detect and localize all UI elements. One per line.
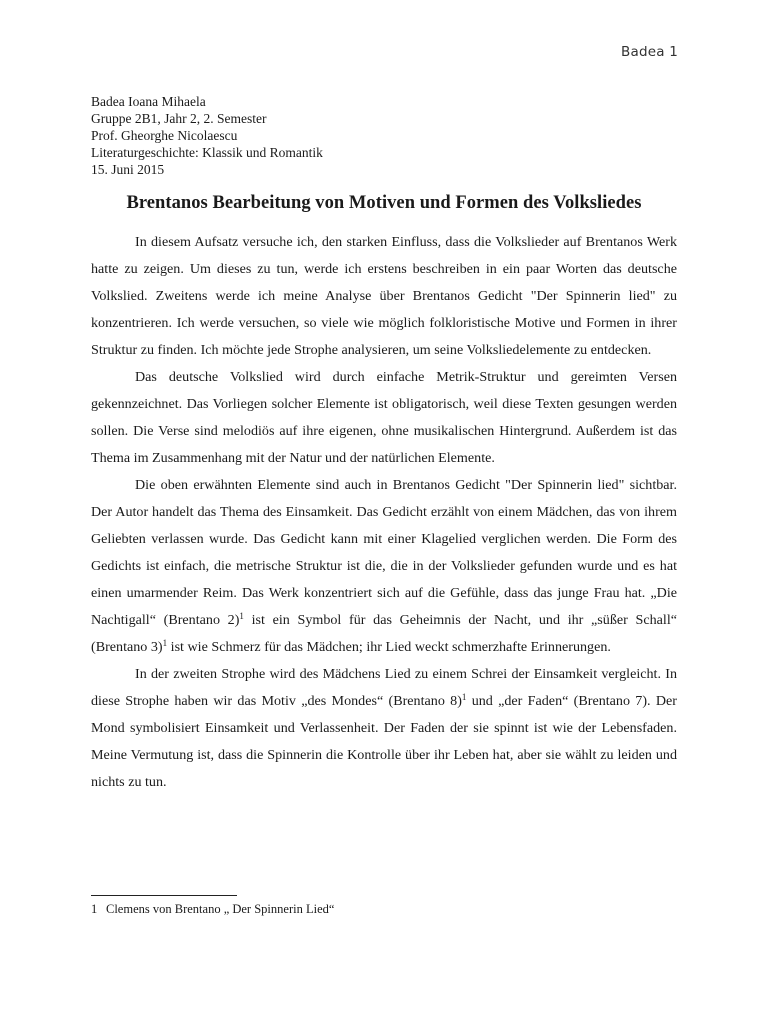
document-title: Brentanos Bearbeitung von Motiven und Formen des Volksliedes — [126, 193, 642, 213]
footnote — [91, 902, 334, 917]
paragraph-4 — [91, 661, 677, 796]
footnote-reference: 1 — [239, 611, 244, 621]
footnote-reference: 1 — [461, 692, 467, 702]
author-name: Badea Ioana Mihaela — [91, 94, 206, 109]
paragraph-2: Das deutsche Volkslied wird durch einfache Metrik-Struktur und gereimten Versen gekennzeichnet. Das Vorliegen solcher Elemente ist obligatorisch, weil diese Texten gesungen werden sollen. Die Verse sind melodiös auf ihre eigenen, ohne musikalischen Hintergrund. Außerdem ist das Thema im Zusammenhang mit der Natur und der natürlichen Elemente. — [91, 369, 677, 466]
footnote-text: Clemens von Brentano „ Der Spinnerin Lied“ — [106, 902, 335, 916]
paragraph-3-text-c: ist wie Schmerz für das Mädchen; ihr Lied weckt schmerzhafte Erinnerungen. — [167, 639, 611, 655]
footnote-reference: 1 — [162, 638, 168, 648]
professor-name: Prof. Gheorghe Nicolaescu — [91, 128, 238, 143]
footnote-number: 1 — [91, 902, 98, 916]
submission-date: 15. Juni 2015 — [91, 162, 165, 177]
paragraph-3 — [91, 472, 677, 661]
body-text — [91, 229, 677, 796]
author-info-block — [91, 93, 323, 178]
paragraph-4-text-b: und „der Faden“ (Brentano 7). Der Mond symbolisiert Einsamkeit und Verlassenheit. Der Faden der sie spinnt ist wie der Lebensfaden. Meine Vermutung ist, dass die Spinnerin die Kontrolle über ihr Leben hat, aber sie wählt zu leiden und nichts zu tun. — [91, 693, 677, 790]
running-head: Badea 1 — [621, 44, 678, 60]
course-name: Literaturgeschichte: Klassik und Romantik — [91, 145, 323, 160]
paragraph-3-text-a: Die oben erwähnten Elemente sind auch in Brentanos Gedicht "Der Spinnerin lied" sichtbar. Der Autor handelt das Thema des Einsamkeit. Das Gedicht erzählt von einem Mädchen, das von ihrem Geliebten verlassen wurde. Das Gedicht kann mit einer Klagelied verglichen werden. Die Form des Gedichts ist einfach, die metrische Struktur ist die, die in der Volkslieder gefunden wurde und es hat einen umarmender Reim. Das Werk konzentriert sich auf die Gefühle, dass das junge Frau hat. „Die Nachtigall“ (Brentano 2) — [91, 477, 677, 628]
student-group: Gruppe 2B1, Jahr 2, 2. Semester — [91, 111, 267, 126]
paragraph-4-text-a: In der zweiten Strophe wird des Mädchens Lied zu einem Schrei der Einsamkeit vergleicht. In diese Strophe haben wir das Motiv „des Mondes“ (Brentano 8) — [91, 666, 677, 709]
footnote-separator — [91, 895, 237, 896]
paragraph-3-text-b: ist ein Symbol für das Geheimnis der Nacht, und ihr „süßer Schall“ (Brentano 3) — [91, 612, 677, 655]
paragraph-1: In diesem Aufsatz versuche ich, den starken Einfluss, dass die Volkslieder auf Brentanos Werk hatte zu zeigen. Um dieses zu tun, werde ich erstens beschreiben in ein paar Worten das deutsche Volkslied. Zweitens werde ich meine Analyse über Brentanos Gedicht "Der Spinnerin lied" zu konzentrieren. Ich werde versuchen, so viele wie möglich folkloristische Motive und Formen in ihrer Struktur zu finden. Ich möchte jede Strophe analysieren, um seine Volksliedelemente zu entdecken. — [91, 234, 677, 358]
